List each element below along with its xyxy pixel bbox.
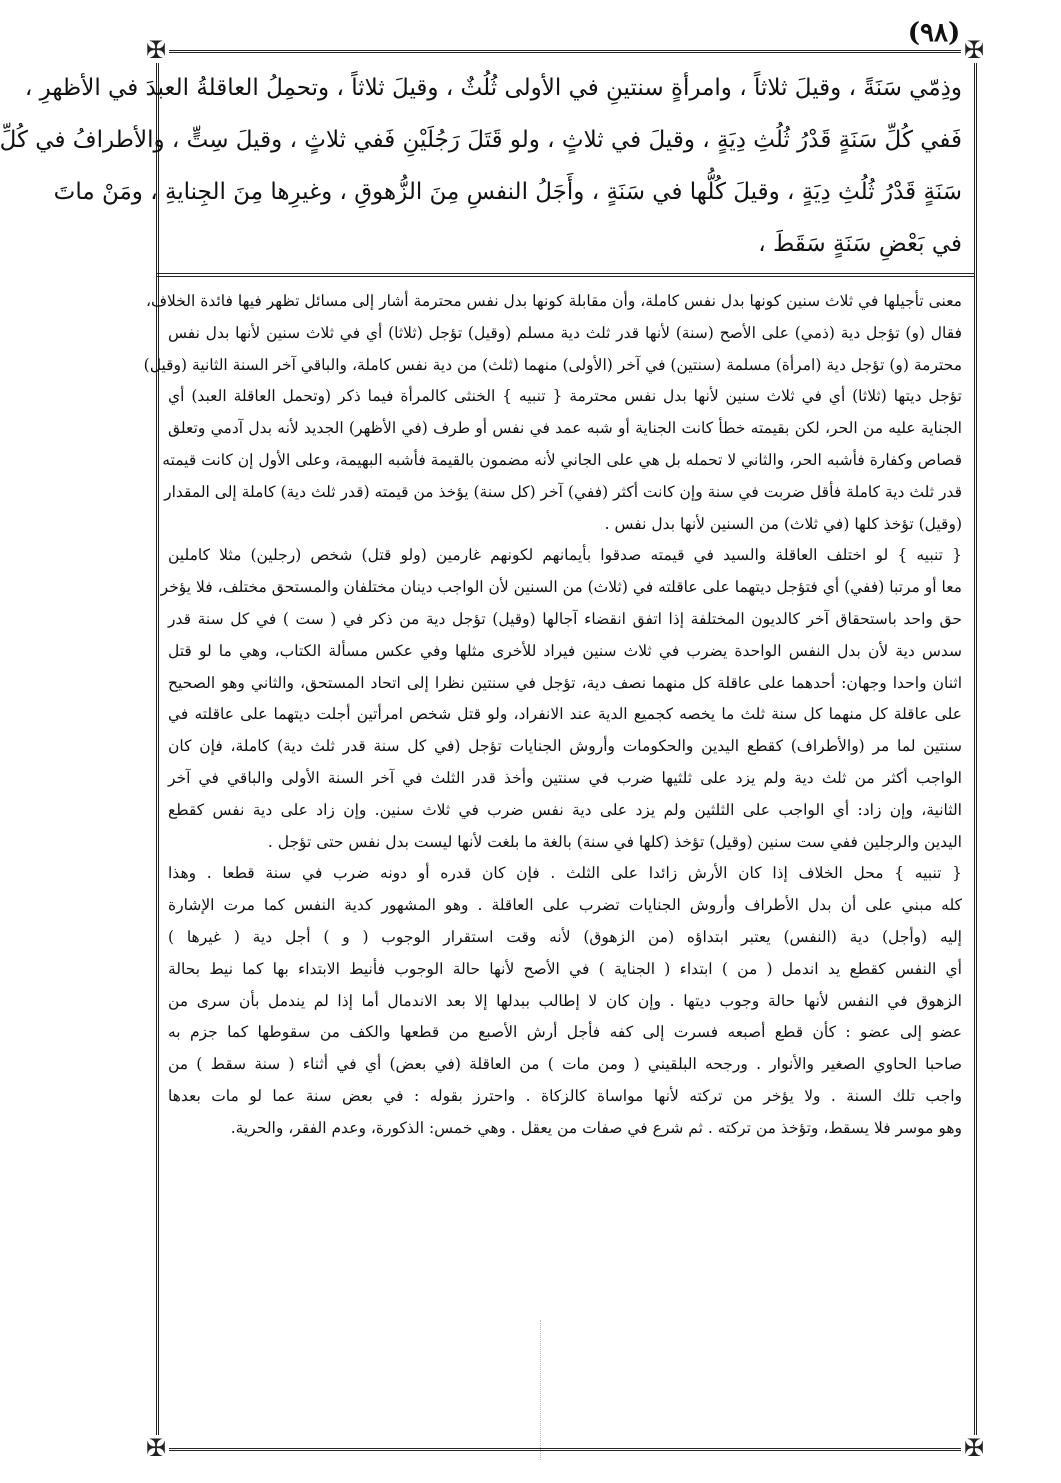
corner-ornament-icon: ✠	[961, 1435, 987, 1461]
commentary-line: محترمة (و) تؤجل دية (امرأة) مسلمة (سنتين) في آخر (الأولى) منهما (ثلث) من دية نفس كاملة، والباقي آخر السنة الثانية (وقيل)	[143, 355, 962, 374]
section-divider	[156, 273, 974, 277]
main-text-line: وذِمّي سَنَةً ، وقيلَ ثلاثاً ، وامرأةٍ سنتينِ في الأولى ثُلُثٌ ، وقيلَ ثلاثاً ، وتحمِلُ العاقلةُ العبدَ في الأظهرِ ،	[24, 75, 962, 101]
commentary-line: سدس دية لأن بدل النفس الواحدة يضرب في ثلاث سنين فيراد للأخرى مثلها وفي عكس مسألة الكتاب، وهي ما لو قتل	[168, 641, 962, 660]
commentary-line: (وقيل) تؤخذ كلها (في ثلاث) من السنين لأنها بدل نفس .	[604, 514, 962, 533]
commentary-line: عضو إلى عضو : كأن قطع أصبعه فسرت إلى كفه فأجل أرش الأصبع من قطعها والكف من سقوطها كما جزم به	[168, 1023, 962, 1042]
commentary-line: حق واحد باستحقاق آخر كالديون المختلفة إذا اتفق انقضاء آجالها (وقيل) تؤجل دية من ذكر في ( ست ) في كل سنة قدر	[168, 609, 962, 628]
main-text-line: سَنَةٍ قَدْرُ ثُلُثِ دِيَةٍ ، وقيلَ كُلُّها في سَنَةٍ ، وأَجَلُ النفسِ مِنَ الزُّهوقِ ، وغيرِها مِنَ الجِنايةِ ، ومَنْ ماتَ	[53, 179, 962, 205]
frame-left-border	[156, 50, 159, 1448]
commentary-line: تؤجل ديتها (ثلاثا) أي في ثلاث سنين لأنها بدل نفس محترمة { تنبيه } الخنثى كالمرأة فيما ذكر (وتحمل العاقلة العبد) أي	[168, 387, 962, 406]
commentary-line: فقال (و) تؤجل دية (ذمي) على الأصح (سنة) لأنها قدر ثلث دية مسلم (وقيل) تؤجل (ثلاثا) أي في ثلاث سنين لأنها بدل نفس	[168, 323, 962, 342]
main-text-line: في بَعْضِ سَنَةٍ سَقَطَ ،	[758, 231, 962, 257]
binding-gutter-mark	[540, 1320, 541, 1460]
commentary-line: معنى تأجيلها في ثلاث سنين كونها بدل نفس كاملة، وأن مقابلة كونها بدل نفس محترمة أشار إلى مسائل تظهر فيها فائدة الخلاف،	[145, 292, 962, 310]
commentary-line: الزهوق في النفس لأنها حالة وجوب ديتها . وإن كان لا إطالب ببدلها إلا بعد الاندمال أما إذا لم يندمل بأن سرى من	[168, 991, 962, 1010]
commentary-line: الثانية، وإن زاد: أي الواجب على الثلثين ولم يزد على دية نفس ضرب في ثلاث سنين. وإن زاد على دية نفس كقطع	[168, 800, 962, 819]
commentary-line: وهو موسر فلا يسقط، وتؤخذ من تركته . ثم شرع في صفات من يعقل . وهي خمس: الذكورة، وعدم الفقر، والحرية.	[230, 1118, 962, 1137]
main-text-block	[0, 62, 962, 270]
commentary-line: قصاص وكفارة فأشبه الحر، والثاني لا تحمله بل هي على الجاني لأنه مضمون بالقيمة فأشبه البهيمة، وعلى الأول إن كانت قيمته	[162, 450, 962, 469]
commentary-line: سنتين لما مر (والأطراف) كقطع اليدين والحكومات وأروش الجنايات تؤجل (في كل سنة قدر ثلث دية) كاملة، فإن كان	[168, 737, 962, 756]
commentary-line: معا أو مرتبا (ففي) أي فتؤجل ديتهما على عاقلته في (ثلاث) من السنين لأن الواجب دينان مختلفان والمستحق مختلف، فلا يؤخر	[160, 578, 962, 597]
commentary-line: اليدين والرجلين ففي ست سنين (وقيل) تؤخذ (كلها في سنة) بالغة ما بلغت لأنها ليست بدل نفس حتى تؤجل .	[267, 832, 962, 851]
commentary-line: قدر ثلث دية كاملة فأقل ضربت في سنة وإن كانت أكثر (ففي) آخر (كل سنة) يؤخذ من قيمته (قدر ثلث دية) كاملة إلى المقدار	[164, 482, 962, 501]
page-number: (٩٨)	[907, 18, 961, 48]
commentary-line: { تنبيه } لو اختلف العاقلة والسيد في قيمته صدقوا بأيمانهم لكونهم غارمين (ولو قتل) شخص (رجلين) مثلا كاملين	[168, 546, 962, 565]
commentary-line: واجب تلك السنة . ولا يؤخر من تركته لأنها مواساة كالزكاة . واحترز بقوله : في بعض سنة عما لو مات بعدها	[168, 1086, 962, 1105]
commentary-line: كله مبني على أن بدل الأطراف وأروش الجنايات تضرب على العاقلة . وهو المشهور كدية النفس كما مرت الإشارة	[168, 896, 962, 915]
commentary-line: أي النفس كقطع يد اندمل ( من ) ابتداء ( الجناية ) في الأصح لأنها حالة الوجوب فأنيط الابتداء بها كما نيط بحالة	[168, 959, 962, 978]
commentary-line: اثنان واحدا وجهان: أحدهما على عاقلة كل منهما نصف دية، تؤجل في سنتين نظرا إلى اتحاد المستحق، والثاني وهو الصحيح	[168, 673, 962, 692]
commentary-line: على عاقلة كل منهما كل سنة ثلث ما يخصه كجميع الدية عند الانفراد، ولو قتل شخص امرأتين أجلت ديتهما على عاقلته في	[168, 705, 962, 724]
frame-bottom-border	[156, 1448, 974, 1451]
frame-right-border	[974, 50, 977, 1448]
frame-top-border	[156, 50, 974, 53]
corner-ornament-icon: ✠	[143, 1435, 169, 1461]
commentary-line: صاحبا الحاوي الصغير والأنوار . ورجحه البلقيني ( ومن مات ) من العاقلة (في بعض) أي في أثناء ( سنة سقط ) من	[168, 1055, 962, 1074]
commentary-line: إليه (وأجل) دية (النفس) يعتبر ابتداؤه (من الزهوق) لأنه وقت استقرار الوجوب ( و ) أجل دية ( غيرها )	[168, 927, 962, 946]
corner-ornament-icon: ✠	[961, 37, 987, 63]
commentary-block	[143, 286, 962, 1145]
commentary-line: الجناية عليه من الحر، لكن بقيمته خطأ كانت الجناية أو شبه عمد في نفس أو طرف (في الأظهر) الجديد لأنه بدل آدمي وتعلق	[168, 419, 962, 438]
commentary-line: { تنبيه } محل الخلاف إذا كان الأرش زائدا على الثلث . فإن كان قدره أو دونه ضرب في سنة قطعا . وهذا	[168, 864, 962, 883]
main-text-line: فَفي كُلِّ سَنَةٍ قَدْرُ ثُلُثِ دِيَةٍ ، وقيلَ في ثلاثٍ ، ولو قَتَلَ رَجُلَيْنِ فَفي ثلاثٍ ، وقيلَ سِتٍّ ، والأطرافُ في كُلِّ	[0, 127, 962, 153]
corner-ornament-icon: ✠	[143, 37, 169, 63]
commentary-line: الواجب أكثر من ثلث دية ولم يزد على ثلثيها ضرب في سنتين وأخذ قدر الثلث في آخر السنة الأولى والباقي في آخر	[168, 768, 962, 787]
